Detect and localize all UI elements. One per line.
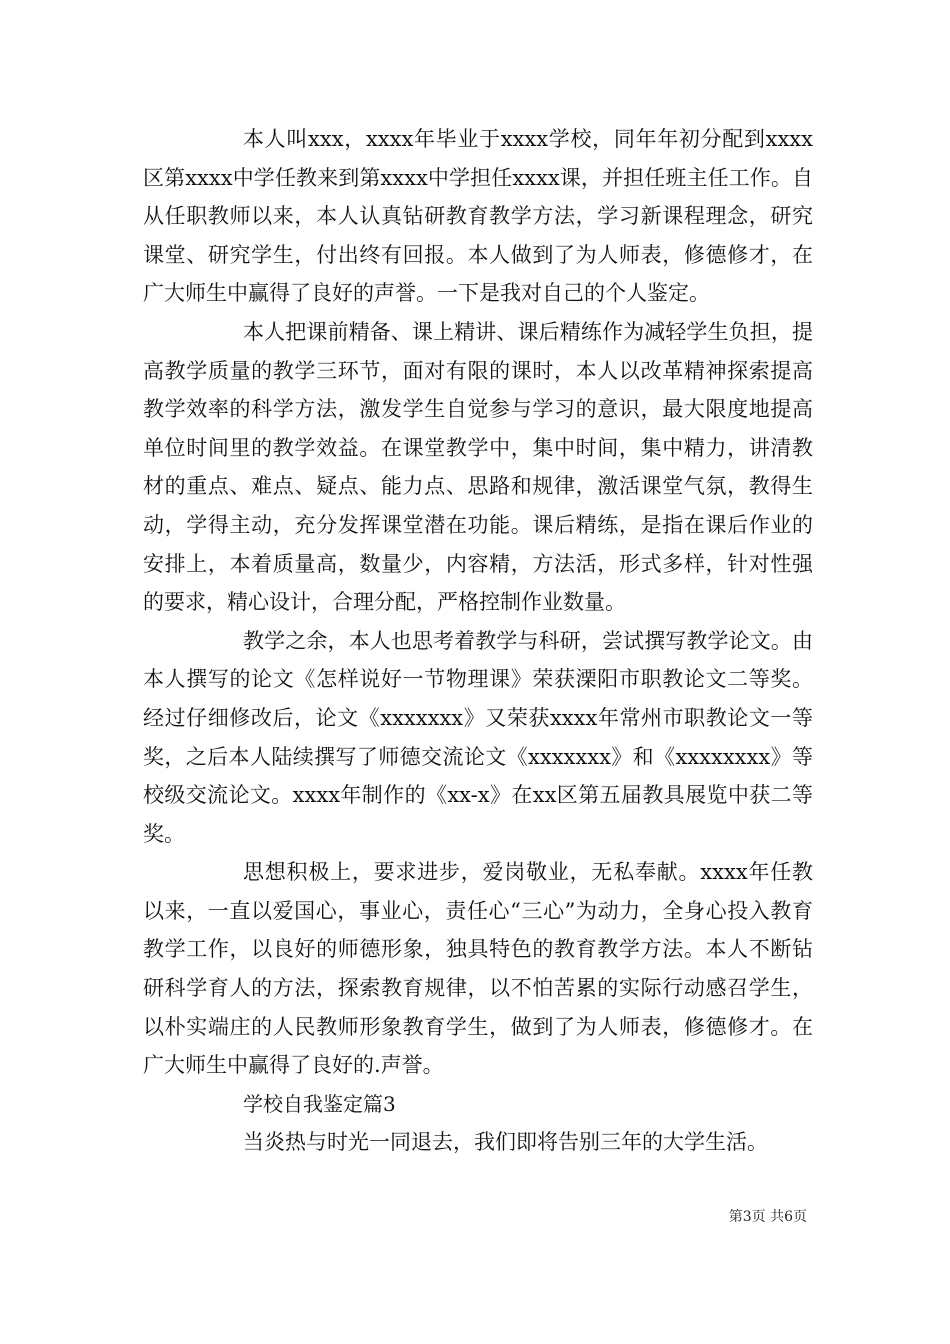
section-title: 学校自我鉴定篇3 <box>243 1091 396 1116</box>
document-body <box>143 120 813 1162</box>
paragraph-closing: 当炎热与时光一同退去，我们即将告别三年的大学生活。 <box>243 1130 768 1155</box>
paragraph-ethics: 思想积极上，要求进步，爱岗敬业，无私奉献。xxxx年任教以来，一直以爱国心，事业心，责任心“三心”为动力，全身心投入教育教学工作，以良好的师德形象，独具特色的教育教学方法。本人不断钻研科学育人的方法，探索教育规律，以不怕苦累的实际行动感召学生，以朴实端庄的人民教师形象教育学生，做到了为人师表，修德修才。在广大师生中赢得了良好的.声誉。 <box>143 860 813 1078</box>
paragraph-research: 教学之余，本人也思考着教学与科研，尝试撰写教学论文。由本人撰写的论文《怎样说好一节物理课》荣获溧阳市职教论文二等奖。经过仔细修改后，论文《xxxxxxx》又荣获xxxx年常州市职教论文一等奖，之后本人陆续撰写了师德交流论文《xxxxxxx》和《xxxxxxxx》等校级交流论文。xxxx年制作的《xx-x》在xx区第五届教具展览中获二等奖。 <box>143 628 813 846</box>
paragraph-teaching-method: 本人把课前精备、课上精讲、课后精练作为减轻学生负担，提高教学质量的教学三环节，面对有限的课时，本人以改革精神探索提高教学效率的科学方法，激发学生自觉参与学习的意识，最大限度地提高单位时间里的教学效益。在课堂教学中，集中时间，集中精力，讲清教材的重点、难点、疑点、能力点、思路和规律，激活课堂气氛，教得生动，学得主动，充分发挥课堂潜在功能。课后精练，是指在课后作业的安排上，本着质量高，数量少，内容精，方法活，形式多样，针对性强的要求，精心设计，合理分配，严格控制作业数量。 <box>143 319 813 615</box>
page-number: 第3页 共6页 <box>728 1209 807 1225</box>
paragraph-intro: 本人叫xxx，xxxx年毕业于xxxx学校，同年年初分配到xxxx区第xxxx中学任教来到第xxxx中学担任xxxx课，并担任班主任工作。自从任职教师以来，本人认真钻研教育教学方法，学习新课程理念，研究课堂、研究学生，付出终有回报。本人做到了为人师表，修德修才，在广大师生中赢得了良好的声誉。一下是我对自己的个人鉴定。 <box>143 127 813 306</box>
